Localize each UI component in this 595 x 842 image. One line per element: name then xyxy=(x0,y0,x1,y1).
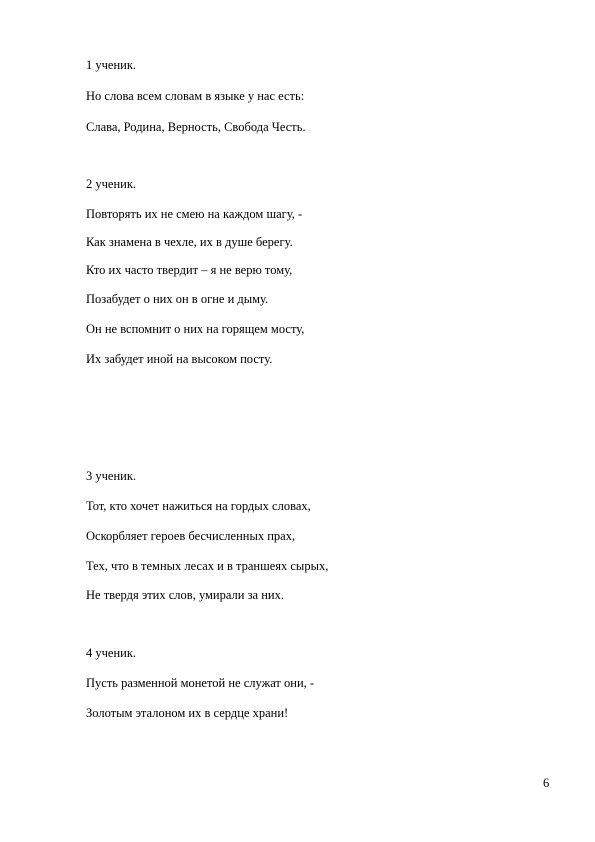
poem-line: Их забудет иной на высоком посту. xyxy=(86,352,273,366)
poem-line: Но слова всем словам в языке у нас есть: xyxy=(86,89,305,103)
poem-line: Позабудет о них он в огне и дыму. xyxy=(86,292,269,306)
speaker-label: 2 ученик. xyxy=(86,177,137,191)
poem-line: Повторять их не смею на каждом шагу, - xyxy=(86,207,303,221)
speaker-label: 3 ученик. xyxy=(86,469,137,483)
speaker-label: 1 ученик. xyxy=(86,58,137,72)
poem-line: Тех, что в темных лесах и в траншеях сырых, xyxy=(86,559,329,573)
poem-line: Слава, Родина, Верность, Свобода Честь. xyxy=(86,120,306,134)
poem-line: Тот, кто хочет нажиться на гордых словах, xyxy=(86,499,311,513)
poem-line: Он не вспомнит о них на горящем мосту, xyxy=(86,322,305,336)
poem-line: Как знамена в чехле, их в душе берегу. xyxy=(86,235,293,249)
page-number: 6 xyxy=(543,776,550,790)
poem-line: Пусть разменной монетой не служат они, - xyxy=(86,676,315,690)
poem-line: Кто их часто твердит – я не верю тому, xyxy=(86,263,293,277)
poem-line: Оскорбляет героев бесчисленных прах, xyxy=(86,529,296,543)
poem-line: Золотым эталоном их в сердце храни! xyxy=(86,706,289,720)
poem-line: Не твердя этих слов, умирали за них. xyxy=(86,588,284,602)
speaker-label: 4 ученик. xyxy=(86,646,137,660)
